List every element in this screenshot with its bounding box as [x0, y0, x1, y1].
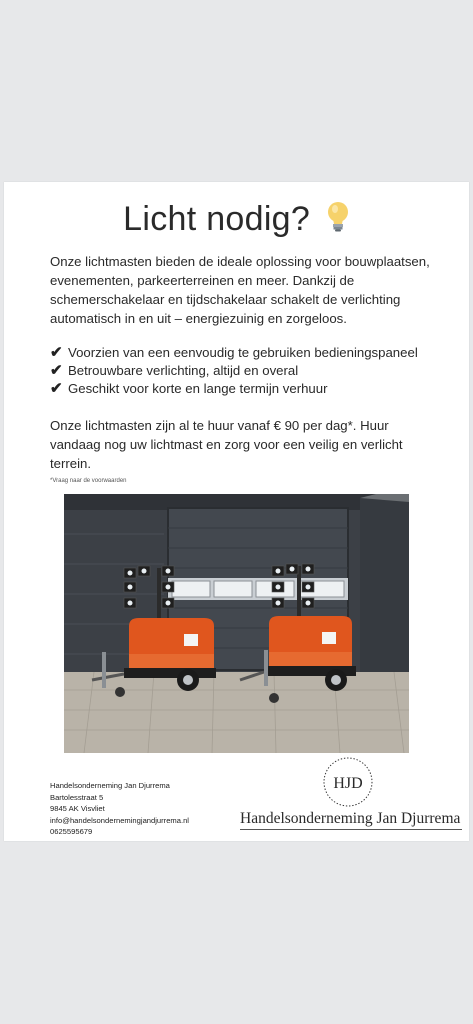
company-phone[interactable]: 0625595679 — [50, 827, 93, 837]
feature-list — [50, 344, 435, 398]
checkmark-icon: ✔ — [50, 380, 63, 397]
company-contact — [50, 780, 189, 838]
footnote: *Vraag naar de voorwaarden — [50, 478, 127, 484]
checkmark-icon: ✔ — [50, 344, 63, 361]
logo-initials: HJD — [333, 775, 363, 792]
flyer-card — [4, 182, 469, 841]
list-item — [50, 344, 435, 362]
feature-text: Geschikt voor korte en lange termijn verhuur — [68, 381, 328, 396]
offer-paragraph: Onze lichtmasten zijn al te huur vanaf € 90 per dag*. Huur vandaag nog uw lichtmast en zorg voor een veilig en verlicht terrein. — [50, 418, 403, 471]
list-item — [50, 380, 435, 398]
lightbulb-icon — [326, 201, 350, 242]
company-name: Handelsonderneming Jan Djurrema — [50, 781, 170, 790]
company-city: 9845 AK Visvliet — [50, 804, 105, 814]
intro-paragraph: Onze lichtmasten bieden de ideale oplossing voor bouwplaatsen, evenementen, parkeerterreinen en meer. Dankzij de schemerschakelaar en tijdschakelaar schakelt de verlichting automatisch in en uit – energiezuinig en zorgeloos. — [50, 254, 430, 326]
title-text: Licht nodig? — [123, 200, 311, 238]
logo-wordmark: Handelsonderneming Jan Djurrema — [240, 810, 462, 830]
feature-text: Voorzien van een eenvoudig te gebruiken bedieningspaneel — [68, 345, 418, 360]
list-item — [50, 362, 435, 380]
checkmark-icon: ✔ — [50, 362, 63, 379]
company-logo — [322, 756, 374, 808]
flyer-title — [4, 200, 469, 242]
feature-text: Betrouwbare verlichting, altijd en overal — [68, 363, 299, 378]
company-email[interactable]: info@handelsondernemingjandjurrema.nl — [50, 815, 189, 825]
company-street: Bartolesstraat 5 — [50, 792, 104, 802]
light-tower-photo — [64, 494, 409, 753]
